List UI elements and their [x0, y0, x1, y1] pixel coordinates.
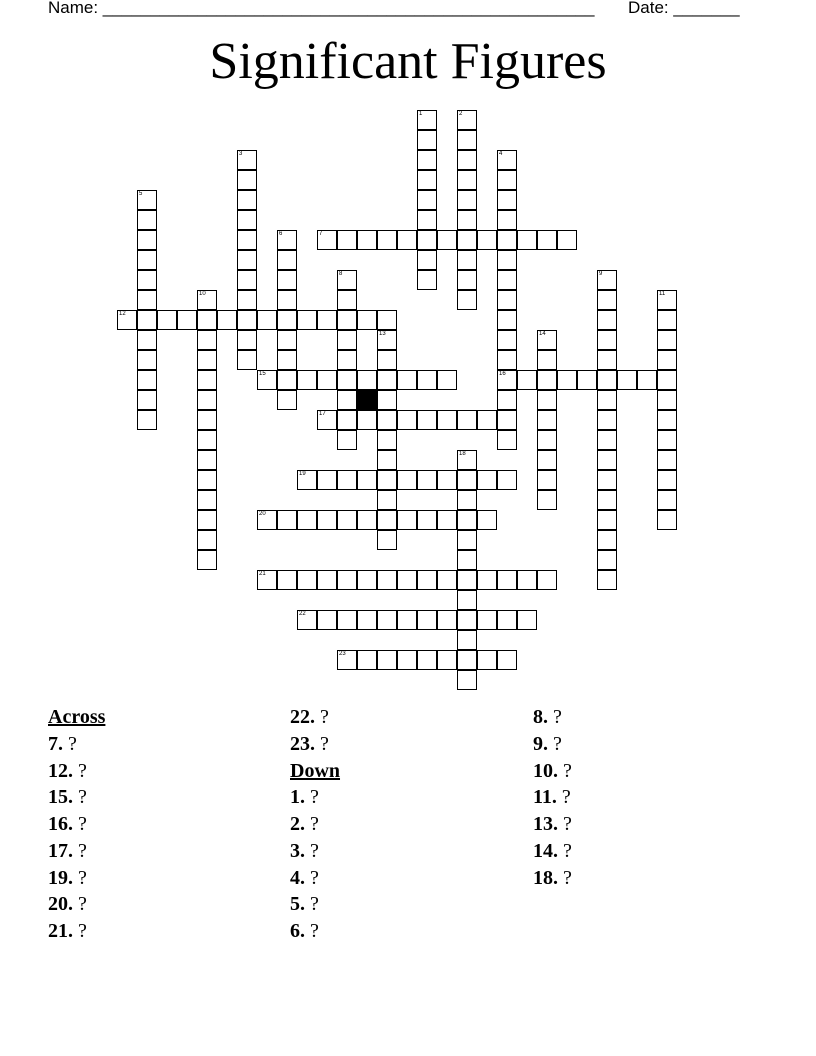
crossword-cell[interactable]	[457, 650, 477, 670]
clue-number: 4	[499, 151, 503, 157]
crossword-cell[interactable]	[657, 290, 677, 310]
crossword-cell[interactable]	[377, 610, 397, 630]
across-clue: 20. ?	[48, 893, 87, 916]
crossword-cell[interactable]	[597, 550, 617, 570]
crossword-cell[interactable]	[317, 410, 337, 430]
down-clue: 9. ?	[533, 732, 562, 755]
crossword-cell[interactable]	[657, 370, 677, 390]
crossword-cell[interactable]	[497, 370, 517, 390]
crossword-cell[interactable]	[137, 290, 157, 310]
crossword-cell[interactable]	[477, 230, 497, 250]
crossword-cell[interactable]	[357, 370, 377, 390]
crossword-cell[interactable]	[457, 170, 477, 190]
crossword-cell[interactable]	[317, 370, 337, 390]
crossword-cell[interactable]	[517, 570, 537, 590]
crossword-cell[interactable]	[377, 230, 397, 250]
crossword-cell[interactable]	[497, 250, 517, 270]
across-clue: 23. ?	[290, 732, 329, 755]
crossword-cell[interactable]	[457, 250, 477, 270]
crossword-cell[interactable]	[457, 530, 477, 550]
crossword-cell[interactable]	[537, 350, 557, 370]
crossword-cell[interactable]	[417, 130, 437, 150]
crossword-cell[interactable]	[357, 470, 377, 490]
crossword-cell[interactable]	[237, 230, 257, 250]
crossword-cell[interactable]	[137, 210, 157, 230]
down-heading: Down	[290, 759, 341, 782]
down-clue: 1. ?	[290, 786, 319, 809]
crossword-cell[interactable]	[157, 310, 177, 330]
clue-number: 12	[119, 311, 126, 317]
crossword-cell[interactable]	[457, 470, 477, 490]
down-clue: 10. ?	[533, 759, 572, 782]
crossword-cell[interactable]	[597, 290, 617, 310]
crossword-cell[interactable]	[497, 310, 517, 330]
crossword-cell[interactable]	[417, 510, 437, 530]
crossword-cell[interactable]	[377, 470, 397, 490]
crossword-cell[interactable]	[337, 390, 357, 410]
crossword-cell[interactable]	[277, 510, 297, 530]
crossword-cell[interactable]	[417, 210, 437, 230]
crossword-cell[interactable]	[457, 510, 477, 530]
crossword-cell[interactable]	[397, 230, 417, 250]
crossword-cell[interactable]	[357, 650, 377, 670]
crossword-cell[interactable]	[437, 510, 457, 530]
crossword-cell[interactable]	[537, 570, 557, 590]
crossword-cell[interactable]	[337, 270, 357, 290]
crossword-cell[interactable]	[397, 610, 417, 630]
crossword-cell[interactable]	[437, 410, 457, 430]
crossword-cell[interactable]	[477, 570, 497, 590]
crossword-cell[interactable]	[417, 250, 437, 270]
crossword-cell[interactable]	[457, 210, 477, 230]
crossword-cell[interactable]	[197, 490, 217, 510]
crossword-cell[interactable]	[497, 230, 517, 250]
across-clue: 19. ?	[48, 866, 87, 889]
crossword-cell[interactable]	[457, 150, 477, 170]
crossword-cell[interactable]	[377, 530, 397, 550]
name-field-label: Name: ____________________________________________________	[48, 0, 595, 17]
crossword-cell[interactable]	[317, 310, 337, 330]
crossword-cell[interactable]	[217, 310, 237, 330]
crossword-cell[interactable]	[197, 470, 217, 490]
crossword-cell[interactable]	[277, 310, 297, 330]
down-clue: 13. ?	[533, 813, 572, 835]
crossword-cell[interactable]	[137, 390, 157, 410]
page-title: Significant Figures	[209, 33, 607, 90]
crossword-cell[interactable]	[337, 410, 357, 430]
crossword-cell[interactable]	[457, 110, 477, 130]
crossword-cell[interactable]	[337, 230, 357, 250]
crossword-cell[interactable]	[537, 230, 557, 250]
crossword-cell[interactable]	[417, 170, 437, 190]
crossword-cell[interactable]	[277, 290, 297, 310]
down-clue: 18. ?	[533, 866, 572, 889]
crossword-cell[interactable]	[117, 310, 137, 330]
crossword-cell[interactable]	[417, 570, 437, 590]
crossword-cell[interactable]	[337, 310, 357, 330]
crossword-cell[interactable]	[397, 410, 417, 430]
crossword-cell[interactable]	[237, 250, 257, 270]
crossword-cell[interactable]	[137, 410, 157, 430]
crossword-cell[interactable]	[657, 470, 677, 490]
clue-number: 22	[299, 611, 306, 617]
clue-number: 9	[599, 271, 603, 277]
across-clue: 16. ?	[48, 813, 87, 835]
clue-column-1	[48, 704, 105, 945]
crossword-cell[interactable]	[537, 470, 557, 490]
crossword-cell[interactable]	[457, 610, 477, 630]
crossword-cell[interactable]	[237, 350, 257, 370]
crossword-cell[interactable]	[537, 430, 557, 450]
clue-number: 15	[259, 371, 266, 377]
crossword-cell[interactable]	[317, 230, 337, 250]
clue-number: 10	[199, 291, 206, 297]
crossword-cell[interactable]	[497, 210, 517, 230]
crossword-cell[interactable]	[537, 450, 557, 470]
crossword-cell[interactable]	[497, 290, 517, 310]
across-clue: 17. ?	[48, 839, 87, 862]
crossword-cell[interactable]	[437, 570, 457, 590]
crossword-cell[interactable]	[497, 390, 517, 410]
crossword-cell[interactable]	[457, 670, 477, 690]
crossword-cell[interactable]	[237, 330, 257, 350]
clue-number: 1	[419, 111, 423, 117]
crossword-cell[interactable]	[417, 650, 437, 670]
crossword-cell[interactable]	[657, 310, 677, 330]
crossword-cell[interactable]	[477, 470, 497, 490]
crossword-cell[interactable]	[437, 470, 457, 490]
crossword-cell[interactable]	[477, 410, 497, 430]
clue-number: 6	[279, 231, 283, 237]
crossword-cell[interactable]	[337, 350, 357, 370]
crossword-cell[interactable]	[317, 610, 337, 630]
crossword-cell[interactable]	[597, 490, 617, 510]
crossword-cell[interactable]	[197, 530, 217, 550]
crossword-cell[interactable]	[597, 370, 617, 390]
across-clue: 7. ?	[48, 732, 77, 755]
crossword-cell[interactable]	[237, 150, 257, 170]
crossword-cell[interactable]	[137, 330, 157, 350]
across-heading: Across	[48, 706, 106, 728]
crossword-cell[interactable]	[417, 230, 437, 250]
crossword-cell[interactable]	[417, 610, 437, 630]
crossword-cell[interactable]	[657, 410, 677, 430]
crossword-cell[interactable]	[377, 570, 397, 590]
across-clue: 22. ?	[290, 706, 329, 728]
down-clue: 11. ?	[533, 786, 571, 809]
crossword-cell[interactable]	[657, 430, 677, 450]
crossword-cell[interactable]	[497, 330, 517, 350]
crossword-cell[interactable]	[597, 430, 617, 450]
crossword-cell[interactable]	[497, 150, 517, 170]
crossword-cell[interactable]	[557, 230, 577, 250]
crossword-cell[interactable]	[397, 570, 417, 590]
crossword-cell[interactable]	[497, 570, 517, 590]
crossword-cell[interactable]	[617, 370, 637, 390]
clue-number: 21	[259, 571, 266, 577]
crossword-cell[interactable]	[297, 610, 317, 630]
crossword-cell[interactable]	[377, 490, 397, 510]
clue-number: 19	[299, 471, 306, 477]
clue-number: 17	[319, 411, 326, 417]
crossword-cell[interactable]	[557, 370, 577, 390]
crossword-cell[interactable]	[197, 430, 217, 450]
crossword-cell[interactable]	[497, 190, 517, 210]
crossword-cell[interactable]	[297, 310, 317, 330]
crossword-cell[interactable]	[257, 570, 277, 590]
crossword-cell[interactable]	[457, 270, 477, 290]
crossword-cell[interactable]	[277, 370, 297, 390]
crossword-cell[interactable]	[457, 130, 477, 150]
crossword-cell[interactable]	[497, 430, 517, 450]
down-clue: 6. ?	[290, 920, 319, 942]
crossword-cell[interactable]	[257, 370, 277, 390]
crossword-cell[interactable]	[497, 270, 517, 290]
clue-number: 16	[499, 371, 506, 377]
clue-number: 20	[259, 511, 266, 517]
crossword-cell[interactable]	[577, 370, 597, 390]
date-field-label: Date: _______	[628, 0, 740, 17]
crossword-cell[interactable]	[337, 570, 357, 590]
crossword-cell[interactable]	[537, 390, 557, 410]
crossword-cell[interactable]	[457, 410, 477, 430]
crossword-cell[interactable]	[457, 550, 477, 570]
clue-number: 5	[139, 191, 143, 197]
crossword-cell[interactable]	[377, 410, 397, 430]
clue-number: 23	[339, 651, 346, 657]
crossword-cell[interactable]	[457, 230, 477, 250]
clue-number: 13	[379, 331, 386, 337]
crossword-cell[interactable]	[197, 390, 217, 410]
crossword-cell[interactable]	[597, 310, 617, 330]
crossword-cell[interactable]	[497, 410, 517, 430]
crossword-cell[interactable]	[137, 350, 157, 370]
crossword-cell[interactable]	[457, 450, 477, 470]
crossword-cell[interactable]	[257, 510, 277, 530]
crossword-cell[interactable]	[497, 610, 517, 630]
crossword-cell[interactable]	[237, 290, 257, 310]
crossword-cell[interactable]	[197, 450, 217, 470]
crossword-cell[interactable]	[657, 490, 677, 510]
crossword-black-cell	[357, 390, 377, 410]
crossword-cell[interactable]	[377, 650, 397, 670]
crossword-cell[interactable]	[357, 570, 377, 590]
crossword-cell[interactable]	[257, 310, 277, 330]
crossword-cell[interactable]	[297, 510, 317, 530]
crossword-cell[interactable]	[437, 650, 457, 670]
crossword-cell[interactable]	[377, 430, 397, 450]
crossword-cell[interactable]	[537, 410, 557, 430]
clue-number: 11	[659, 291, 666, 297]
crossword-cell[interactable]	[497, 470, 517, 490]
crossword-cell[interactable]	[377, 330, 397, 350]
crossword-cell[interactable]	[317, 470, 337, 490]
clue-number: 2	[459, 111, 463, 117]
crossword-cell[interactable]	[477, 510, 497, 530]
crossword-cell[interactable]	[197, 350, 217, 370]
crossword-cell[interactable]	[197, 510, 217, 530]
crossword-cell[interactable]	[597, 470, 617, 490]
crossword-cell[interactable]	[277, 390, 297, 410]
crossword-cell[interactable]	[597, 350, 617, 370]
crossword-cell[interactable]	[517, 610, 537, 630]
clue-number: 8	[339, 271, 343, 277]
crossword-cell[interactable]	[597, 270, 617, 290]
crossword-cell[interactable]	[417, 190, 437, 210]
clue-number: 14	[539, 331, 546, 337]
crossword-cell[interactable]	[457, 190, 477, 210]
down-clue: 3. ?	[290, 839, 319, 862]
crossword-cell[interactable]	[177, 310, 197, 330]
crossword-cell[interactable]	[417, 270, 437, 290]
crossword-cell[interactable]	[537, 330, 557, 350]
clue-column-2	[290, 704, 340, 945]
crossword-cell[interactable]	[397, 470, 417, 490]
crossword-cell[interactable]	[537, 370, 557, 390]
crossword-cell[interactable]	[437, 610, 457, 630]
crossword-cell[interactable]	[357, 510, 377, 530]
crossword-cell[interactable]	[237, 210, 257, 230]
across-clue: 12. ?	[48, 759, 87, 782]
crossword-cell[interactable]	[417, 150, 437, 170]
crossword-cell[interactable]	[377, 510, 397, 530]
crossword-cell[interactable]	[377, 370, 397, 390]
crossword-cell[interactable]	[197, 330, 217, 350]
crossword-cell[interactable]	[457, 290, 477, 310]
crossword-cell[interactable]	[657, 510, 677, 530]
crossword-cell[interactable]	[337, 430, 357, 450]
crossword-cell[interactable]	[477, 650, 497, 670]
crossword-cell[interactable]	[277, 330, 297, 350]
clue-number: 3	[239, 151, 243, 157]
down-clue: 5. ?	[290, 893, 319, 916]
crossword-cell[interactable]	[597, 510, 617, 530]
crossword-cell[interactable]	[137, 370, 157, 390]
across-clue: 15. ?	[48, 786, 87, 809]
clue-number: 18	[459, 451, 466, 457]
crossword-cell[interactable]	[317, 510, 337, 530]
crossword-cell[interactable]	[597, 570, 617, 590]
crossword-cell[interactable]	[657, 350, 677, 370]
crossword-cell[interactable]	[657, 330, 677, 350]
down-clue: 2. ?	[290, 813, 319, 835]
crossword-cell[interactable]	[277, 350, 297, 370]
crossword-cell[interactable]	[277, 250, 297, 270]
crossword-cell[interactable]	[297, 370, 317, 390]
crossword-cell[interactable]	[397, 370, 417, 390]
crossword-cell[interactable]	[497, 170, 517, 190]
crossword-cell[interactable]	[237, 270, 257, 290]
crossword-cell[interactable]	[277, 270, 297, 290]
crossword-cell[interactable]	[497, 650, 517, 670]
crossword-cell[interactable]	[597, 450, 617, 470]
clue-column-3	[533, 704, 572, 891]
crossword-cell[interactable]	[137, 190, 157, 210]
crossword-cell[interactable]	[237, 170, 257, 190]
crossword-cell[interactable]	[297, 570, 317, 590]
crossword-cell[interactable]	[357, 410, 377, 430]
crossword-cell[interactable]	[377, 450, 397, 470]
crossword-cell[interactable]	[197, 370, 217, 390]
crossword-cell[interactable]	[597, 410, 617, 430]
crossword-cell[interactable]	[417, 370, 437, 390]
crossword-cell[interactable]	[137, 250, 157, 270]
crossword-cell[interactable]	[237, 190, 257, 210]
crossword-cell[interactable]	[357, 310, 377, 330]
crossword-cell[interactable]	[597, 530, 617, 550]
crossword-cell[interactable]	[337, 610, 357, 630]
down-clue: 14. ?	[533, 839, 572, 862]
crossword-cell[interactable]	[657, 450, 677, 470]
crossword-cell[interactable]	[337, 470, 357, 490]
crossword-cell[interactable]	[197, 550, 217, 570]
down-clue: 4. ?	[290, 866, 319, 889]
crossword-cell[interactable]	[137, 310, 157, 330]
crossword-cell[interactable]	[437, 230, 457, 250]
crossword-cell[interactable]	[497, 350, 517, 370]
crossword-cell[interactable]	[457, 590, 477, 610]
crossword-cell[interactable]	[197, 290, 217, 310]
crossword-cell[interactable]	[597, 330, 617, 350]
crossword-cell[interactable]	[457, 490, 477, 510]
crossword-cell[interactable]	[137, 270, 157, 290]
crossword-cell[interactable]	[437, 370, 457, 390]
crossword-cell[interactable]	[297, 470, 317, 490]
crossword-cell[interactable]	[517, 370, 537, 390]
crossword-cell[interactable]	[517, 230, 537, 250]
crossword-cell[interactable]	[397, 650, 417, 670]
crossword-cell[interactable]	[357, 610, 377, 630]
crossword-cell[interactable]	[657, 390, 677, 410]
crossword-cell[interactable]	[457, 570, 477, 590]
down-clue: 8. ?	[533, 706, 562, 728]
crossword-cell[interactable]	[337, 290, 357, 310]
crossword-cell[interactable]	[417, 410, 437, 430]
clue-number: 7	[319, 231, 323, 237]
crossword-cell[interactable]	[317, 570, 337, 590]
crossword-cell[interactable]	[457, 630, 477, 650]
crossword-cell[interactable]	[277, 230, 297, 250]
crossword-cell[interactable]	[377, 390, 397, 410]
crossword-cell[interactable]	[137, 230, 157, 250]
crossword-cell[interactable]	[377, 310, 397, 330]
crossword-cell[interactable]	[597, 390, 617, 410]
crossword-cell[interactable]	[237, 310, 257, 330]
crossword-cell[interactable]	[337, 650, 357, 670]
crossword-cell[interactable]	[277, 570, 297, 590]
across-clue: 21. ?	[48, 920, 87, 942]
crossword-cell[interactable]	[197, 310, 217, 330]
crossword-cell[interactable]	[637, 370, 657, 390]
crossword-cell[interactable]	[377, 350, 397, 370]
crossword-cell[interactable]	[357, 230, 377, 250]
crossword-cell[interactable]	[477, 610, 497, 630]
crossword-cell[interactable]	[397, 510, 417, 530]
crossword-cell[interactable]	[537, 490, 557, 510]
crossword-cell[interactable]	[417, 110, 437, 130]
crossword-cell[interactable]	[417, 470, 437, 490]
crossword-cell[interactable]	[337, 510, 357, 530]
crossword-cell[interactable]	[337, 370, 357, 390]
crossword-cell[interactable]	[337, 330, 357, 350]
crossword-cell[interactable]	[197, 410, 217, 430]
